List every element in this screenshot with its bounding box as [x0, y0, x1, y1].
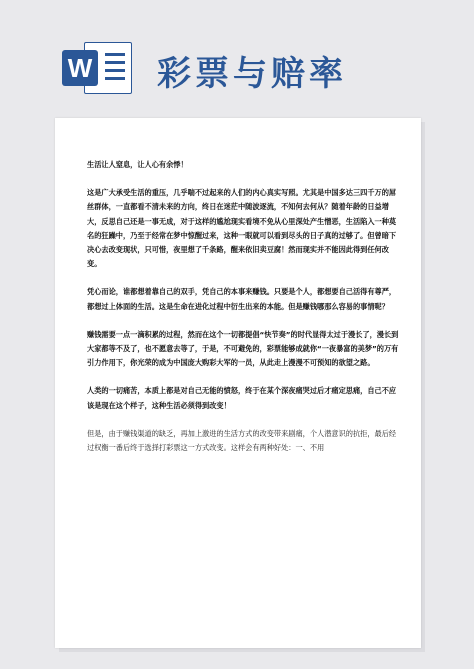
paragraph-6: 但是，由于赚钱渠道的缺乏，再加上激进的生活方式的改变带来剧痛，个人潜意识的抗拒，最后经过权衡一番后终于选择打彩票这一方式改变。这样会有两种好处：一、不用	[87, 428, 397, 453]
paragraph-3: 凭心而论，谁都想着靠自己的双手，凭自己的本事来赚钱。只要是个人，都想要自己活得有尊严，都想过上体面的生活。这是生命在进化过程中衍生出来的本能。但是赚钱哪那么容易的事情呢？	[87, 287, 397, 311]
paragraph-1: 生活让人窒息，让人心有余悸！	[87, 160, 188, 169]
document-page	[55, 118, 421, 648]
paragraph-2-text: 这是广大承受生活的重压，几乎喘不过起来的人们的内心真实写照。尤其是中国多达三四千万的屌丝群体，一直都看不清未来的方向，终日在迷茫中随波逐流，不知何去何从？随着年龄的日益增大，反思自己还是一事无成，对于这样的尴尬现实看境不免从心里深处产生憎恶，生活陷入一种莫名的狂躁中，乃至于经常在梦中惊醒过来，这种一眼就可以看到尽头的日子真的过够了。	[87, 188, 397, 240]
word-icon	[62, 40, 132, 94]
paragraph-2-bold-tail: 但曾暗下决心去改变现状，只可惜，夜里想了千条路，醒来依旧卖豆腐！然而现实并不能因此得到任何改变。	[87, 230, 397, 269]
paragraph-5: 人类的一切痛苦，本质上都是对自己无能的愤怒，终于在某个深夜痛哭过后才痛定思痛，自己不应该是现在这个样子，这种生活必须得到改变！	[87, 386, 397, 410]
paragraph-4: 赚钱需要一点一滴积累的过程，然而在这个一切都提倡“快节奏”的时代显得太过于漫长了，漫长到大家都等不及了，也不愿意去等了，于是，不可避免的，彩票能够成就你“一夜暴富的美梦”的万有引力作用下，你光荣的成为中国庞大购彩大军的一员，从此走上漫漫不可预知的欲望之路。	[87, 329, 399, 368]
document-header	[0, 0, 474, 120]
word-letter-badge: W	[62, 50, 98, 86]
paragraph-2	[87, 186, 401, 271]
document-title: 彩票与赔率	[157, 54, 347, 94]
document-body	[87, 158, 401, 469]
